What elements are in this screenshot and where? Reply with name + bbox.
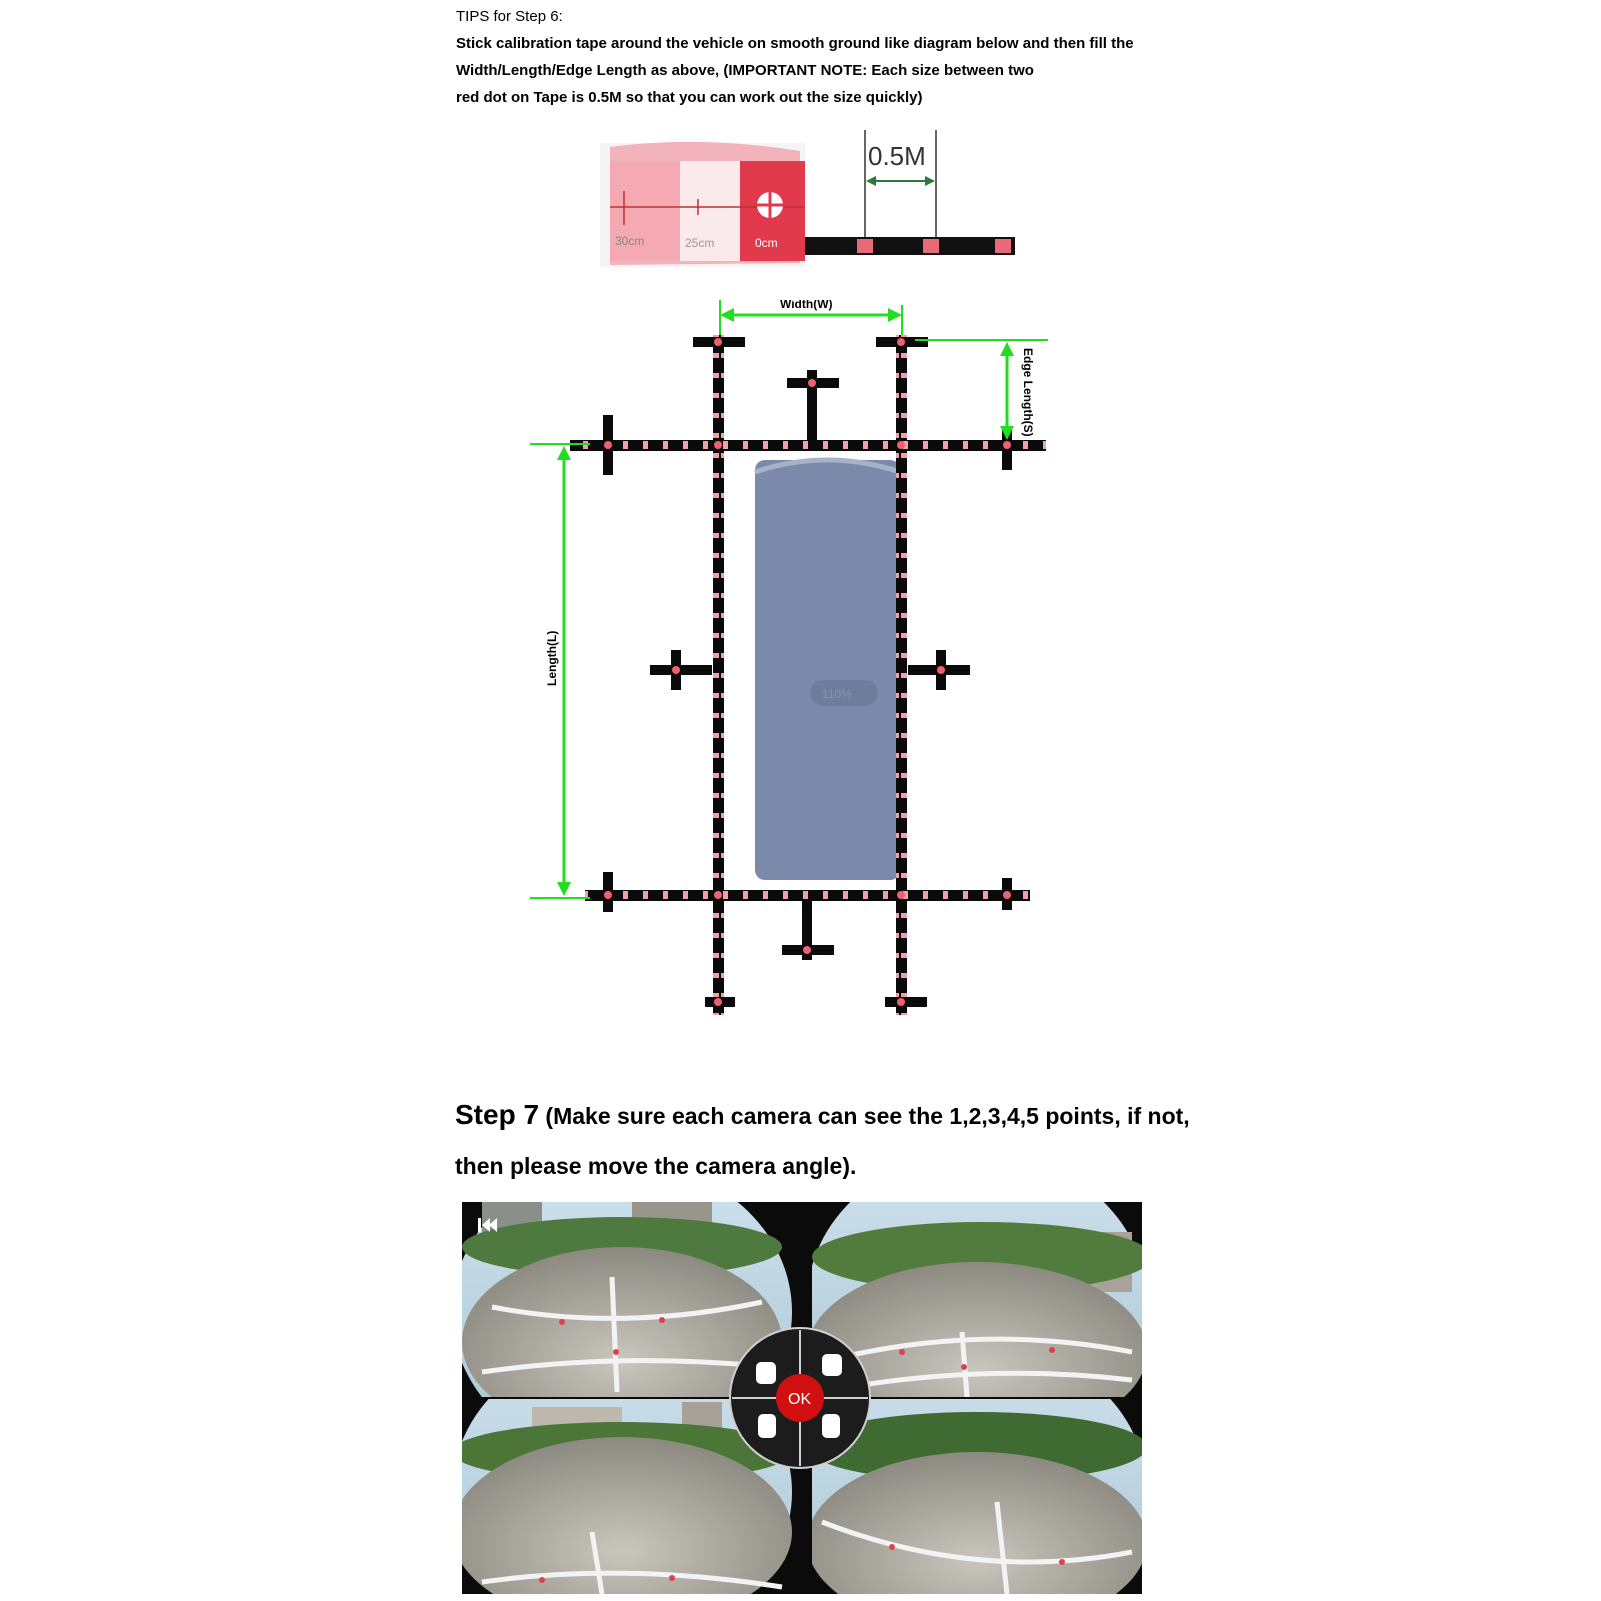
step7-heading: Step 7 <box>455 1099 540 1130</box>
step7-line-1 <box>455 1090 1215 1141</box>
calibration-layout-diagram <box>530 300 1090 1060</box>
camera-calibration-view <box>462 1202 1142 1594</box>
ok-label: OK <box>788 1391 812 1408</box>
vehicle <box>755 460 900 880</box>
camera-selector-control[interactable] <box>730 1328 870 1468</box>
step7-instruction-1: (Make sure each camera can see the 1,2,3,4,5 points, if not, <box>539 1103 1190 1129</box>
step7-instruction-2: then please move the camera angle). <box>455 1153 857 1179</box>
tape-mark-25cm: 25cm <box>685 236 715 250</box>
calibration-tape-illustration <box>600 125 1030 275</box>
width-label: Width(W) <box>780 300 833 311</box>
tips-line-3: red dot on Tape is 0.5M so that you can work out the size quickly) <box>456 89 923 106</box>
tape-mark-0cm: 0cm <box>755 236 778 250</box>
tips-line-2: Width/Length/Edge Length as above, (IMPORTANT NOTE: Each size between two <box>456 62 1034 79</box>
edge-length-label: Edge Length(S) <box>1021 348 1035 437</box>
length-label: Length(L) <box>545 630 559 686</box>
tape-dimension-label: 0.5M <box>868 141 926 171</box>
tips-section <box>456 4 1216 111</box>
tape-mark-30cm: 30cm <box>615 234 645 248</box>
step7-section <box>455 1090 1215 1191</box>
tips-line-1: Stick calibration tape around the vehicle on smooth ground like diagram below and then fill the <box>456 35 1134 52</box>
tips-title: TIPS for Step 6: <box>456 8 563 25</box>
zoom-badge: 110% <box>822 687 852 701</box>
